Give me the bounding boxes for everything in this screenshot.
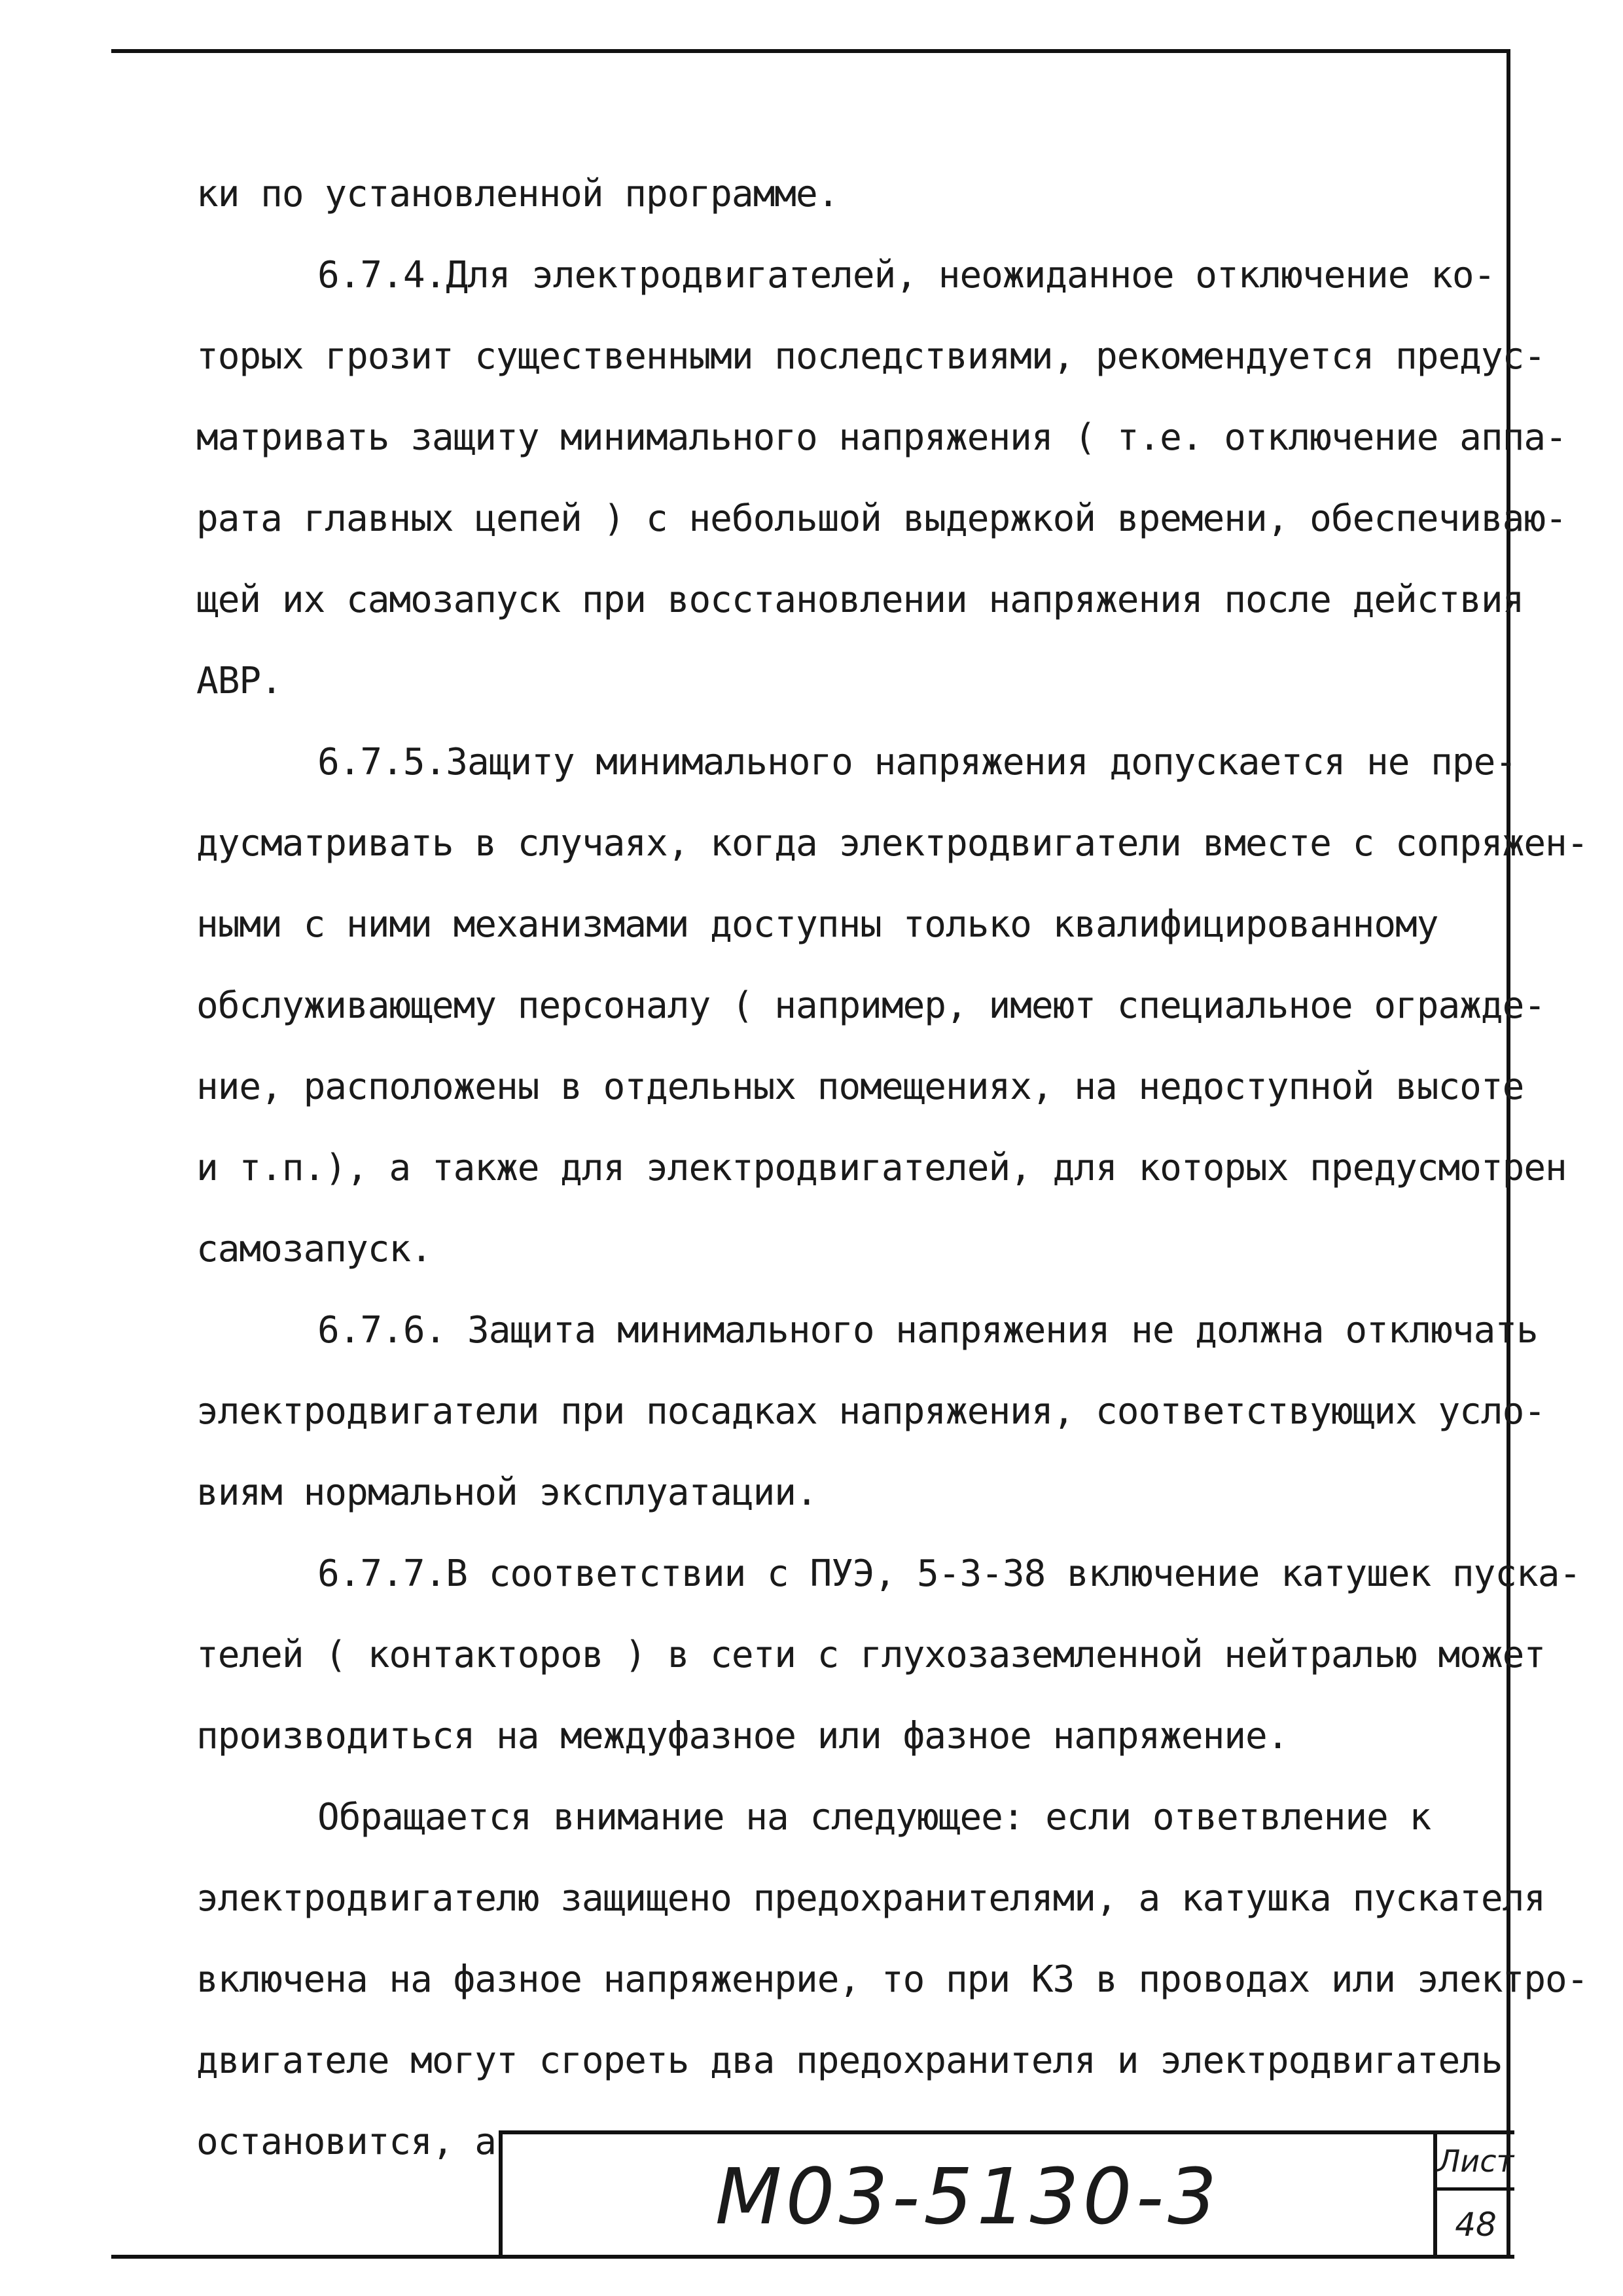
text-line: ки по установленной программе. — [196, 173, 839, 215]
text-line: электродвигатели при посадках напряжения, соответствующих усло- — [196, 1390, 1546, 1433]
paragraph-6-7-6-start: 6.7.6. Защита минимального напряжения не должна отключать — [317, 1309, 1538, 1352]
title-block — [499, 2130, 1514, 2259]
sheet-label: Лист — [1437, 2134, 1514, 2191]
paragraph-note-start: Обращается внимание на следующее: если ответвление к — [317, 1796, 1431, 1839]
text-line: двигателе могут сгореть два предохранителя и электродвигатель — [196, 2039, 1503, 2082]
text-line: щей их самозапуск при восстановлении напряжения после действия — [196, 579, 1524, 621]
text-line: включена на фазное напряженрие, то при КЗ в проводах или электро- — [196, 1958, 1588, 2001]
text-line: обслуживающему персоналу ( например, имеют специальное огражде- — [196, 984, 1546, 1027]
text-line: виям нормальной эксплуатации. — [196, 1471, 817, 1514]
text-line: матривать защиту минимального напряжения ( т.е. отключение аппа- — [196, 416, 1567, 459]
text-line: ными с ними механизмами доступны только квалифицированному — [196, 903, 1438, 946]
text-line: самозапуск. — [196, 1228, 432, 1270]
paragraph-6-7-5-start: 6.7.5.Защиту минимального напряжения допускается не пре- — [317, 741, 1517, 783]
sheet-number: 48 — [1455, 2206, 1497, 2244]
paragraph-6-7-4-start: 6.7.4.Для электродвигателей, неожиданное отключение ко- — [317, 254, 1495, 296]
text-line: дусматривать в случаях, когда электродвигатели вместе с сопряжен- — [196, 822, 1588, 865]
document-body — [196, 154, 1588, 2183]
text-line: производиться на междуфазное или фазное напряжение. — [196, 1715, 1289, 1757]
text-line: электродвигателю защищено предохранителями, а катушка пускателя — [196, 1877, 1546, 1920]
text-line: и т.п.), а также для электродвигателей, для которых предусмотрен — [196, 1147, 1567, 1189]
paragraph-6-7-7-start: 6.7.7.В соответствии с ПУЭ, 5-3-38 включение катушек пуска- — [317, 1552, 1581, 1595]
document-code: М03-5130-3 — [715, 2151, 1221, 2242]
text-line: рата главных цепей ) с небольшой выдержкой времени, обеспечиваю- — [196, 497, 1567, 540]
text-line: торых грозит существенными последствиями, рекомендуется предус- — [196, 335, 1546, 378]
text-line: АВР. — [196, 660, 282, 702]
text-line: остановится, а — [196, 2121, 497, 2163]
text-line: телей ( контакторов ) в сети с глухозаземленной нейтралью может — [196, 1634, 1546, 1676]
text-line: ние, расположены в отдельных помещениях, на недоступной высоте — [196, 1066, 1524, 1108]
